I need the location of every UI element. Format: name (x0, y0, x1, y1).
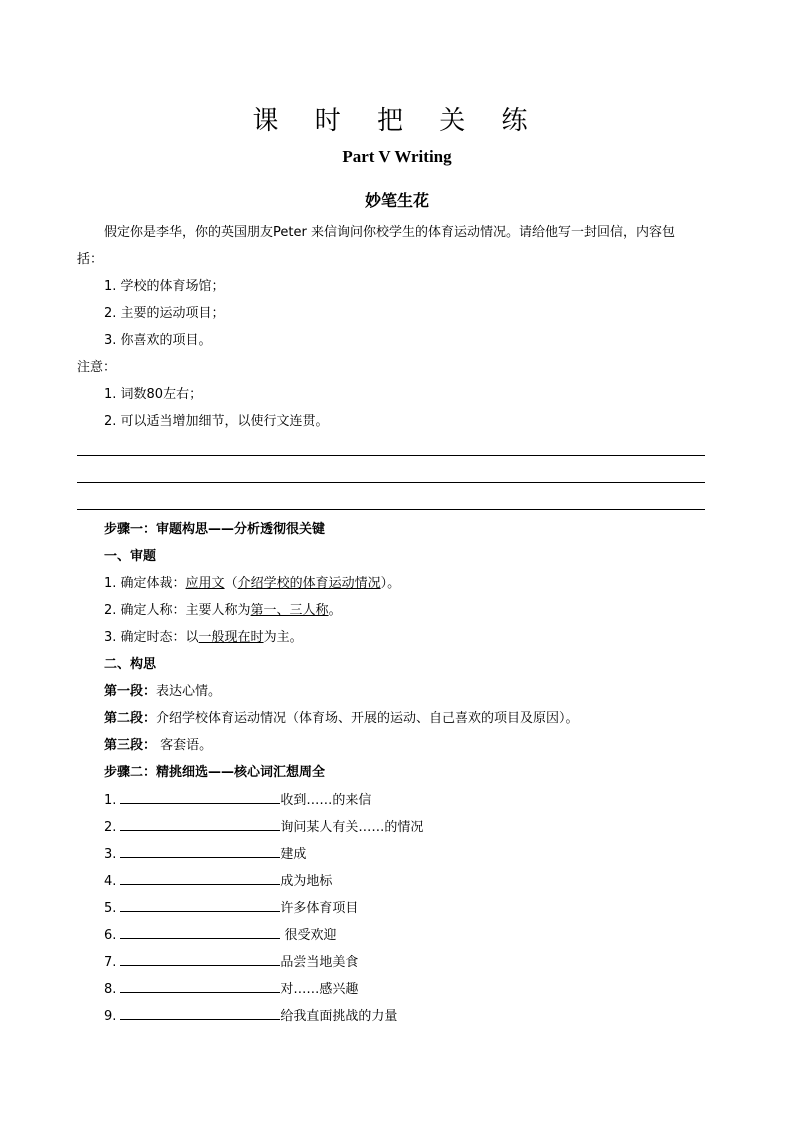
fill-blank[interactable] (120, 1007, 280, 1020)
fill-blank[interactable] (120, 980, 280, 993)
answer-line[interactable] (77, 455, 705, 456)
step1-item-2: 2. 确定人称：主要人称为第一、三人称。 (104, 603, 342, 618)
fill-blank[interactable] (120, 791, 280, 804)
step2-heading: 步骤二：精挑细选——核心词汇想周全 (104, 765, 326, 780)
fill-blank[interactable] (120, 953, 280, 966)
vocab-item: 6. 很受欢迎 (104, 928, 337, 943)
note-2: 2. 可以适当增加细节，以使行文连贯。 (104, 414, 329, 429)
fill-blank[interactable] (120, 872, 280, 885)
vocab-item: 7. 品尝当地美食 (104, 955, 359, 970)
task-intro-line1: 假定你是李华，你的英国朋友Peter 来信询问你校学生的体育运动情况。请给他写一封回信，内容包 (104, 225, 675, 240)
page-title: 课 时 把 关 练 (252, 106, 542, 136)
note-1: 1. 词数80左右； (104, 387, 203, 402)
fill-blank[interactable] (120, 818, 280, 831)
fill-blank[interactable] (120, 899, 280, 912)
step1-item-1: 1. 确定体裁：应用文（介绍学校的体育运动情况）。 (104, 576, 401, 591)
task-point-2: 2. 主要的运动项目； (104, 306, 225, 321)
fill-blank[interactable] (120, 845, 280, 858)
vocab-item: 8. 对……感兴趣 (104, 982, 359, 997)
task-point-1: 1. 学校的体育场馆； (104, 279, 225, 294)
step1-item-3: 3. 确定时态：以一般现在时为主。 (104, 630, 303, 645)
fill-blank[interactable] (120, 926, 280, 939)
vocab-item: 4. 成为地标 (104, 874, 333, 889)
vocab-item: 5. 许多体育项目 (104, 901, 359, 916)
section-title: 妙笔生花 (364, 191, 429, 210)
note-label: 注意： (77, 360, 117, 375)
answer-line[interactable] (77, 509, 705, 510)
answer-line[interactable] (77, 482, 705, 483)
para-2: 第二段：介绍学校体育运动情况（体育场、开展的运动、自己喜欢的项目及原因）。 (104, 711, 579, 726)
para-1: 第一段：表达心情。 (104, 684, 222, 699)
vocab-item: 1. 收到……的来信 (104, 793, 372, 808)
vocab-item: 3. 建成 (104, 847, 307, 862)
step1-part1-title: 一、审题 (104, 549, 157, 564)
step1-heading: 步骤一：审题构思——分析透彻很关键 (104, 522, 326, 537)
task-point-3: 3. 你喜欢的项目。 (104, 333, 212, 348)
vocab-item: 2. 询问某人有关……的情况 (104, 820, 424, 835)
para-3: 第三段： 客套语。 (104, 738, 213, 753)
step1-part2-title: 二、构思 (104, 657, 157, 672)
page-subtitle: Part V Writing (342, 147, 452, 166)
vocab-item: 9. 给我直面挑战的力量 (104, 1009, 398, 1024)
task-intro-line2: 括： (77, 252, 104, 267)
